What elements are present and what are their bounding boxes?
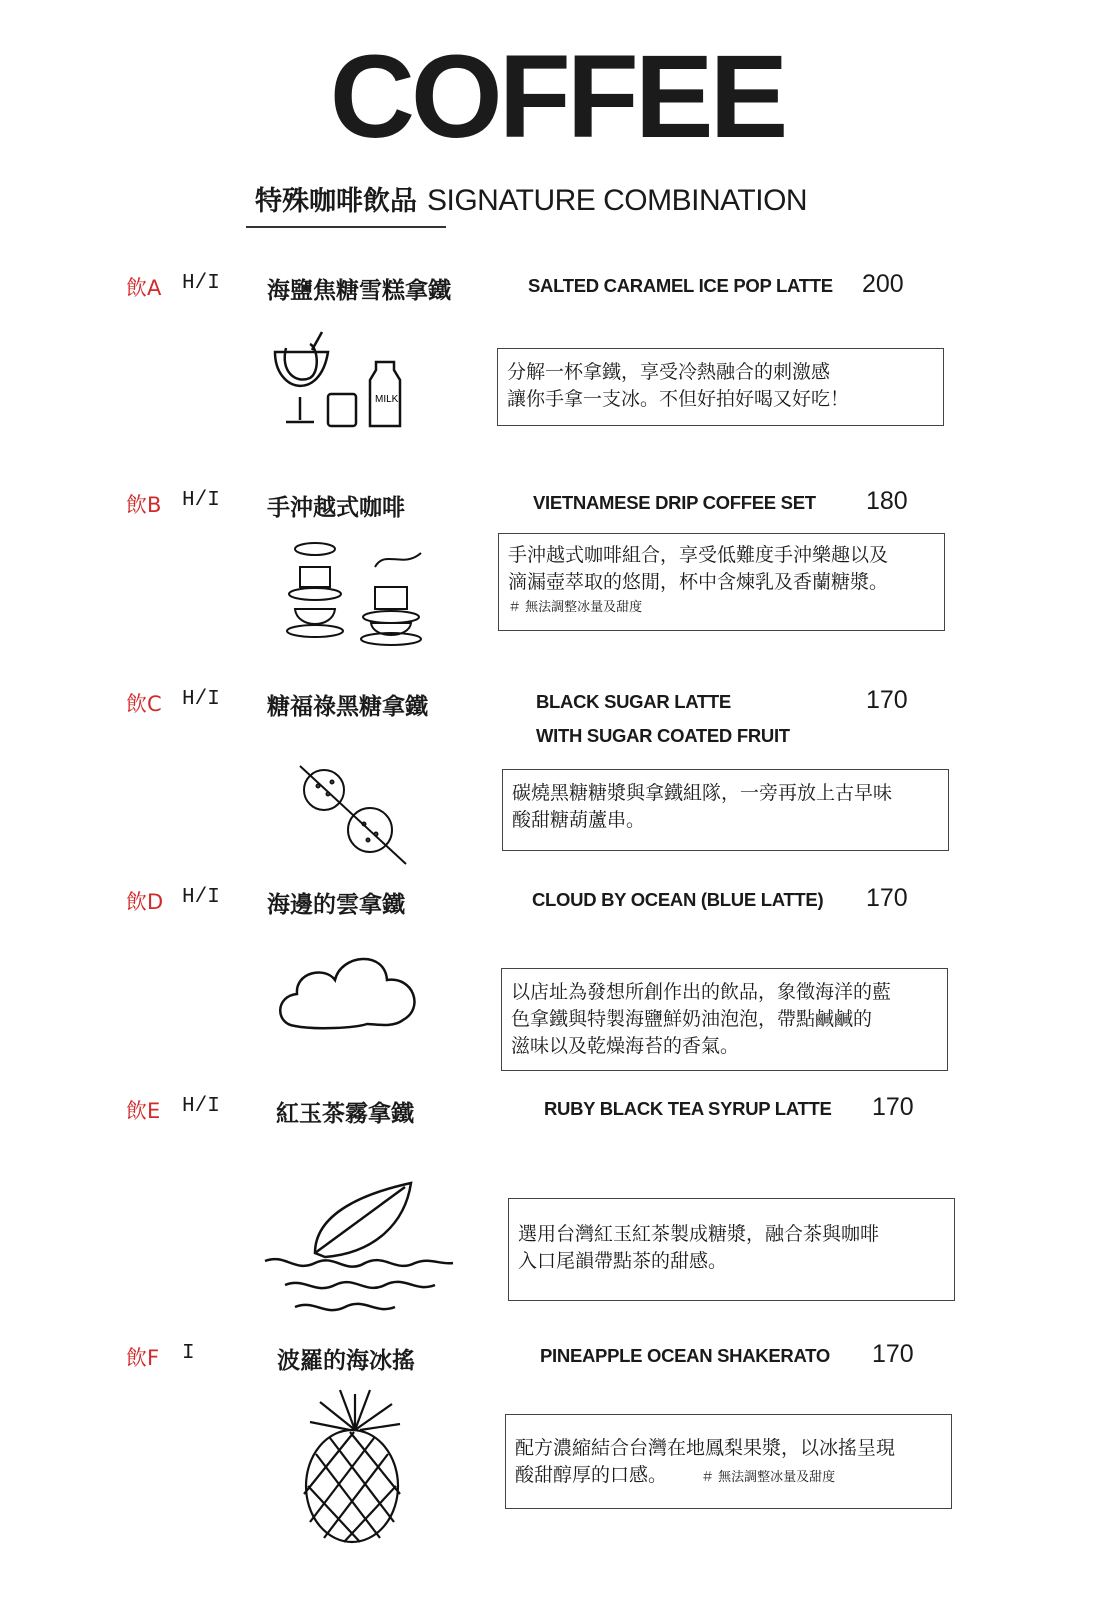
item-name-en: PINEAPPLE OCEAN SHAKERATO	[540, 1345, 830, 1366]
item-name-en: SALTED CARAMEL ICE POP LATTE	[528, 275, 833, 296]
item-name-zh: 海邊的雲拿鐵	[267, 892, 405, 918]
desc-line: 選用台灣紅玉紅茶製成糖漿，融合茶與咖啡	[518, 1223, 880, 1245]
desc-line: 手沖越式咖啡組合，享受低難度手沖樂趣以及	[508, 544, 889, 566]
item-name-zh: 糖福祿黑糖拿鐵	[267, 694, 428, 720]
item-code: 飲F	[126, 1346, 160, 1370]
menu-title: COFFEE	[329, 31, 785, 163]
item-note: ＃ 無法調整冰量及甜度	[508, 600, 643, 615]
desc-line: 滋味以及乾燥海苔的香氣。	[511, 1035, 740, 1057]
pineapple-illustration	[300, 1390, 410, 1545]
desc-line: 入口尾韻帶點茶的甜感。	[518, 1250, 728, 1272]
item-name-zh: 海鹽焦糖雪糕拿鐵	[267, 278, 451, 304]
item-name-zh: 紅玉茶霧拿鐵	[276, 1101, 414, 1127]
item-price: 200	[862, 270, 904, 298]
item-temp: I	[182, 1342, 195, 1365]
desc-line: 滴漏壺萃取的悠閒，杯中含煉乳及香蘭糖漿。	[508, 571, 889, 593]
item-price: 170	[866, 884, 908, 912]
item-name-en-line2: WITH SUGAR COATED FRUIT	[536, 725, 790, 746]
item-name-en: CLOUD BY OCEAN (BLUE LATTE)	[532, 889, 824, 910]
item-temp: H/I	[182, 272, 220, 295]
tea-leaf-waves-illustration	[265, 1183, 465, 1318]
item-description	[498, 533, 945, 631]
desc-line: 酸甜醇厚的口感。	[515, 1464, 668, 1486]
item-code: 飲B	[126, 493, 162, 517]
item-price: 170	[872, 1340, 914, 1368]
item-name-zh: 波羅的海冰搖	[277, 1348, 415, 1374]
item-code: 飲E	[126, 1099, 161, 1123]
item-code: 飲D	[126, 890, 164, 914]
item-name-en: VIETNAMESE DRIP COFFEE SET	[533, 492, 816, 513]
ice-pop-latte-illustration	[270, 332, 420, 432]
milk-label: MILK	[375, 394, 399, 405]
cloud-illustration	[275, 936, 425, 1036]
desc-line-with-note	[515, 1462, 941, 1491]
item-temp: H/I	[182, 886, 220, 909]
item-description	[497, 348, 944, 426]
item-price: 170	[866, 686, 908, 714]
item-description	[505, 1414, 952, 1509]
subtitle-underline	[246, 226, 446, 228]
subtitle-en: SIGNATURE COMBINATION	[427, 184, 808, 217]
item-temp: H/I	[182, 688, 220, 711]
desc-line: 碳燒黑糖糖漿與拿鐵組隊，一旁再放上古早味	[512, 782, 893, 804]
item-price: 180	[866, 487, 908, 515]
drip-coffee-illustration	[285, 539, 445, 649]
desc-line: 以店址為發想所創作出的飲品，象徵海洋的藍	[511, 981, 892, 1003]
item-note: ＃ 無法調整冰量及甜度	[701, 1470, 836, 1485]
desc-line: 配方濃縮結合台灣在地鳳梨果漿，以冰搖呈現	[515, 1437, 896, 1459]
item-name-en: RUBY BLACK TEA SYRUP LATTE	[544, 1098, 832, 1119]
item-code: 飲C	[126, 692, 162, 716]
desc-line: 酸甜糖葫蘆串。	[512, 809, 646, 831]
item-description	[508, 1198, 955, 1301]
sugar-fruit-skewer-illustration	[298, 764, 410, 866]
item-name-en: BLACK SUGAR LATTE	[536, 691, 731, 712]
item-description	[501, 968, 948, 1071]
item-temp: H/I	[182, 1095, 220, 1118]
desc-line: 分解一杯拿鐵，享受冷熱融合的刺激感	[507, 361, 831, 383]
item-price: 170	[872, 1093, 914, 1121]
item-name-zh: 手沖越式咖啡	[267, 495, 405, 521]
section-subtitle	[255, 186, 807, 216]
item-code: 飲A	[126, 276, 162, 300]
desc-line: 讓你手拿一支冰。不但好拍好喝又好吃！	[507, 388, 850, 410]
item-description	[502, 769, 949, 851]
item-temp: H/I	[182, 489, 220, 512]
subtitle-zh: 特殊咖啡飲品	[255, 186, 417, 217]
desc-line: 色拿鐵與特製海鹽鮮奶油泡泡，帶點鹹鹹的	[511, 1008, 873, 1030]
